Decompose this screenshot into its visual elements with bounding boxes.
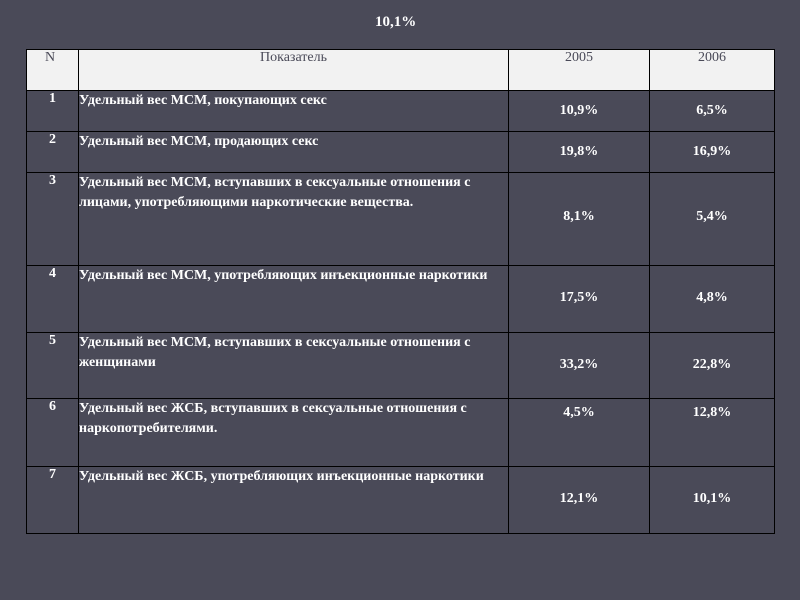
- row-number: 6: [27, 399, 79, 467]
- table-row: [27, 266, 775, 333]
- value-2005: 17,5%: [509, 266, 650, 333]
- value-2006: 5,4%: [650, 173, 775, 266]
- row-label: Удельный вес МСМ, вступавших в сексуальные отношения с женщинами: [79, 333, 509, 399]
- value-2006: 22,8%: [650, 333, 775, 399]
- row-number: 7: [27, 467, 79, 534]
- slide-title: 10,1%: [375, 14, 417, 30]
- row-label: Удельный вес МСМ, употребляющих инъекционные наркотики: [79, 266, 509, 333]
- value-2005: 8,1%: [509, 173, 650, 266]
- data-table: [26, 49, 775, 534]
- header-2006: 2006: [650, 50, 775, 91]
- value-2005: 12,1%: [509, 467, 650, 534]
- row-number: 1: [27, 91, 79, 132]
- row-number: 3: [27, 173, 79, 266]
- table-row: [27, 173, 775, 266]
- table-header-row: [27, 50, 775, 91]
- value-2005: 4,5%: [509, 399, 650, 467]
- table-row: [27, 467, 775, 534]
- value-2006: 10,1%: [650, 467, 775, 534]
- value-2005: 10,9%: [509, 91, 650, 132]
- value-2006: 12,8%: [650, 399, 775, 467]
- value-2005: 19,8%: [509, 132, 650, 173]
- row-label: Удельный вес ЖСБ, вступавших в сексуальные отношения с наркопотребителями.: [79, 399, 509, 467]
- row-label: Удельный вес ЖСБ, употребляющих инъекционные наркотики: [79, 467, 509, 534]
- header-number: N: [27, 50, 79, 91]
- header-2005: 2005: [509, 50, 650, 91]
- row-label: Удельный вес МСМ, вступавших в сексуальные отношения с лицами, употребляющими наркотические вещества.: [79, 173, 509, 266]
- row-number: 5: [27, 333, 79, 399]
- value-2006: 4,8%: [650, 266, 775, 333]
- row-label: Удельный вес МСМ, продающих секс: [79, 132, 509, 173]
- table-row: [27, 91, 775, 132]
- value-2006: 6,5%: [650, 91, 775, 132]
- row-label: Удельный вес МСМ, покупающих секс: [79, 91, 509, 132]
- row-number: 4: [27, 266, 79, 333]
- header-indicator: Показатель: [79, 50, 509, 91]
- value-2005: 33,2%: [509, 333, 650, 399]
- table-row: [27, 333, 775, 399]
- table-row: [27, 399, 775, 467]
- value-2006: 16,9%: [650, 132, 775, 173]
- table-row: [27, 132, 775, 173]
- row-number: 2: [27, 132, 79, 173]
